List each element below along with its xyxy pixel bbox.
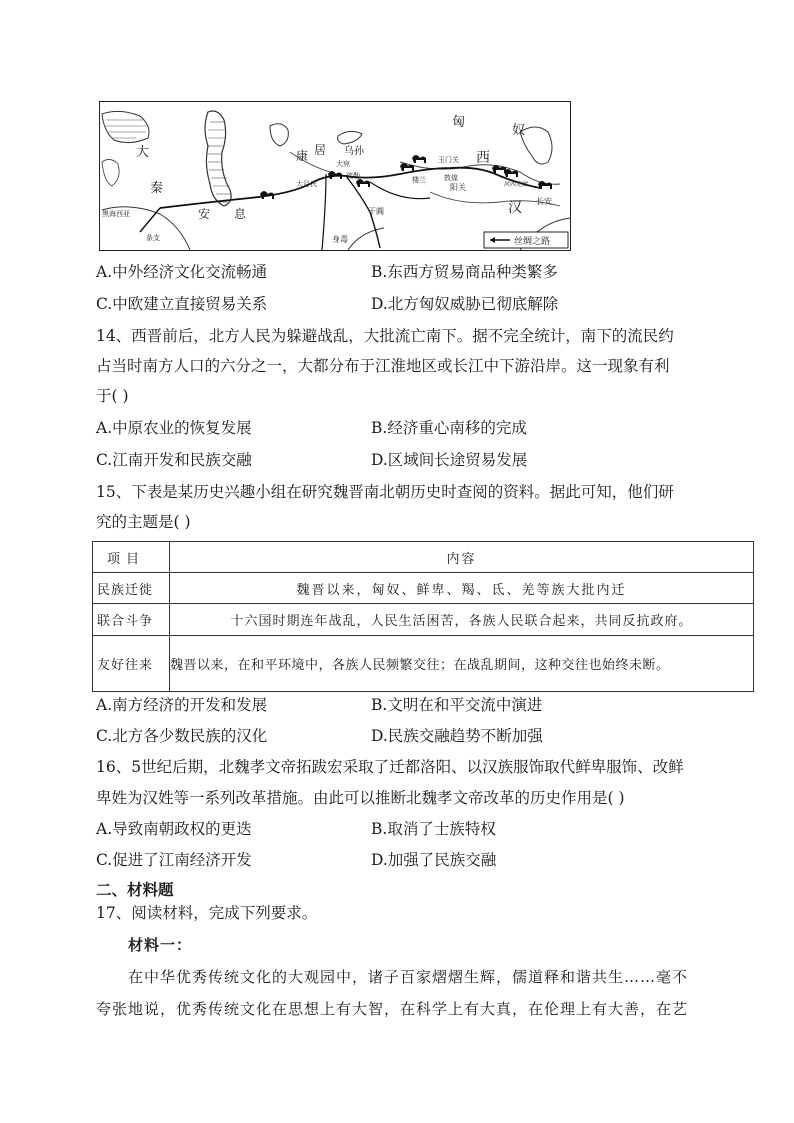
q14-stem-line-1: 14、西晋前后，北方人民为躲避战乱，大批流亡南下。据不完全统计，南下的流民约 [96,327,674,345]
q13-option-a[interactable]: A.中外经济文化交流畅通 [96,263,268,281]
material-para-line-2: 夸张地说，优秀传统文化在思想上有大智，在科学上有大真，在伦理上有大善，在艺 [96,1000,689,1018]
table-row [93,573,754,604]
q13-option-b[interactable]: B.东西方贸易商品种类繁多 [371,263,558,281]
map-legend-label: 丝绸之路 [514,237,551,247]
map-label-xiongnu-2: 奴 [512,123,526,138]
map-label-yutian: 于阗 [368,207,384,216]
map-label-tiaozhi: 条支 [146,234,160,242]
q16-option-b[interactable]: B.取消了士族特权 [371,820,496,838]
q13-option-d[interactable]: D.北方匈奴威胁已彻底解除 [371,295,559,313]
map-label-ju: 居 [314,143,327,157]
table-row-item: 民族迁徙 [93,573,170,604]
map-label-yumenguan: 玉门关 [438,156,459,164]
table-row [93,636,754,692]
table-row-item: 联合斗争 [93,604,170,636]
table-row-item: 友好往来 [93,636,170,692]
map-label-hexi: 河西走廊 [504,181,529,188]
map-label-yangguan: 阳关 [450,183,466,192]
map-label-yuzhi: 大月氏 [296,180,317,188]
q15-option-d[interactable]: D.民族交融趋势不断加强 [371,727,543,745]
q16-option-c[interactable]: C.促进了江南经济开发 [96,851,252,869]
q13-option-c[interactable]: C.中欧建立直接贸易关系 [96,295,268,313]
table-row-content: 魏晋以来，匈奴、鲜卑、羯、氐、羌等族大批内迁 [170,573,754,604]
q14-option-b[interactable]: B.经济重心南移的完成 [371,419,527,437]
map-label-wusun: 乌孙 [344,146,364,157]
q14-option-d[interactable]: D.区域间长途贸易发展 [371,451,528,469]
q15-option-b[interactable]: B.文明在和平交流中演进 [371,696,543,714]
q14-option-c[interactable]: C.江南开发和民族交融 [96,451,252,469]
map-label-loulan: 楼兰 [412,176,426,184]
map-label-shendu: 身毒 [332,235,348,244]
q14-option-a[interactable]: A.中原农业的恢复发展 [96,419,252,437]
q14-stem-line-3: 于( ) [96,387,129,405]
table-header-content: 内容 [170,542,754,573]
q16-stem-line-2: 卑姓为汉姓等一系列改革措施。由此可以推断北魏孝文帝改革的历史作用是( ) [96,789,625,807]
table-row-content: 魏晋以来，在和平环境中，各族人民频繁交往；在战乱期间，这种交往也始终未断。 [170,636,754,692]
table-header-row [93,542,754,573]
map-label-anxi-2: 息 [234,207,247,221]
map-label-lijian: 黑海西亚 [102,210,130,218]
q16-stem-line-1: 16、5世纪后期，北魏孝文帝拓跋宏采取了迁都洛阳、以汉族服饰取代鲜卑服饰、改鲜 [96,758,684,776]
q15-option-c[interactable]: C.北方各少数民族的汉化 [96,727,268,745]
q15-stem-line-2: 究的主题是( ) [96,513,191,531]
map-label-xiongnu-1: 匈 [452,115,466,130]
q15-option-a[interactable]: A.南方经济的开发和发展 [96,696,268,714]
map-label-xi: 西 [476,150,490,166]
material-label: 材料一： [128,936,193,954]
map-label-dawan: 大宛 [336,160,350,168]
table-header-item: 项目 [93,542,170,573]
map-label-da: 大 [136,145,150,160]
q15-table [92,541,754,692]
section-heading: 二、材料题 [96,880,174,899]
map-label-dunhuang: 敦煌 [444,174,458,182]
table-row [93,604,754,636]
table-row-content: 十六国时期连年战乱，人民生活困苦，各族人民联合起来，共同反抗政府。 [170,604,754,636]
map-label-anxi-1: 安 [198,207,211,221]
q16-option-d[interactable]: D.加强了民族交融 [371,851,497,869]
q14-stem-line-2: 占当时南方人口的六分之一，大都分布于江淮地区或长江中下游沿岸。这一现象有利 [96,357,670,375]
map-drawing [100,102,570,250]
map-label-shule: 疏勒 [346,172,360,180]
q16-option-a[interactable]: A.导致南朝政权的更迭 [96,820,252,838]
q15-stem-line-1: 15、下表是某历史兴趣小组在研究魏晋南北朝历史时查阅的资料。据此可知，他们研 [96,483,674,501]
q17-stem: 17、阅读材料，完成下列要求。 [96,904,318,922]
map-label-han: 汉 [508,200,522,216]
map-label-qin: 秦 [150,181,164,196]
material-para-line-1: 在中华优秀传统文化的大观园中，诸子百家熠熠生辉，儒道释和谐共生……毫不 [128,968,689,986]
silk-road-map [99,101,571,251]
map-label-kang: 康 [296,149,309,163]
map-label-changan: 长安 [536,197,552,206]
